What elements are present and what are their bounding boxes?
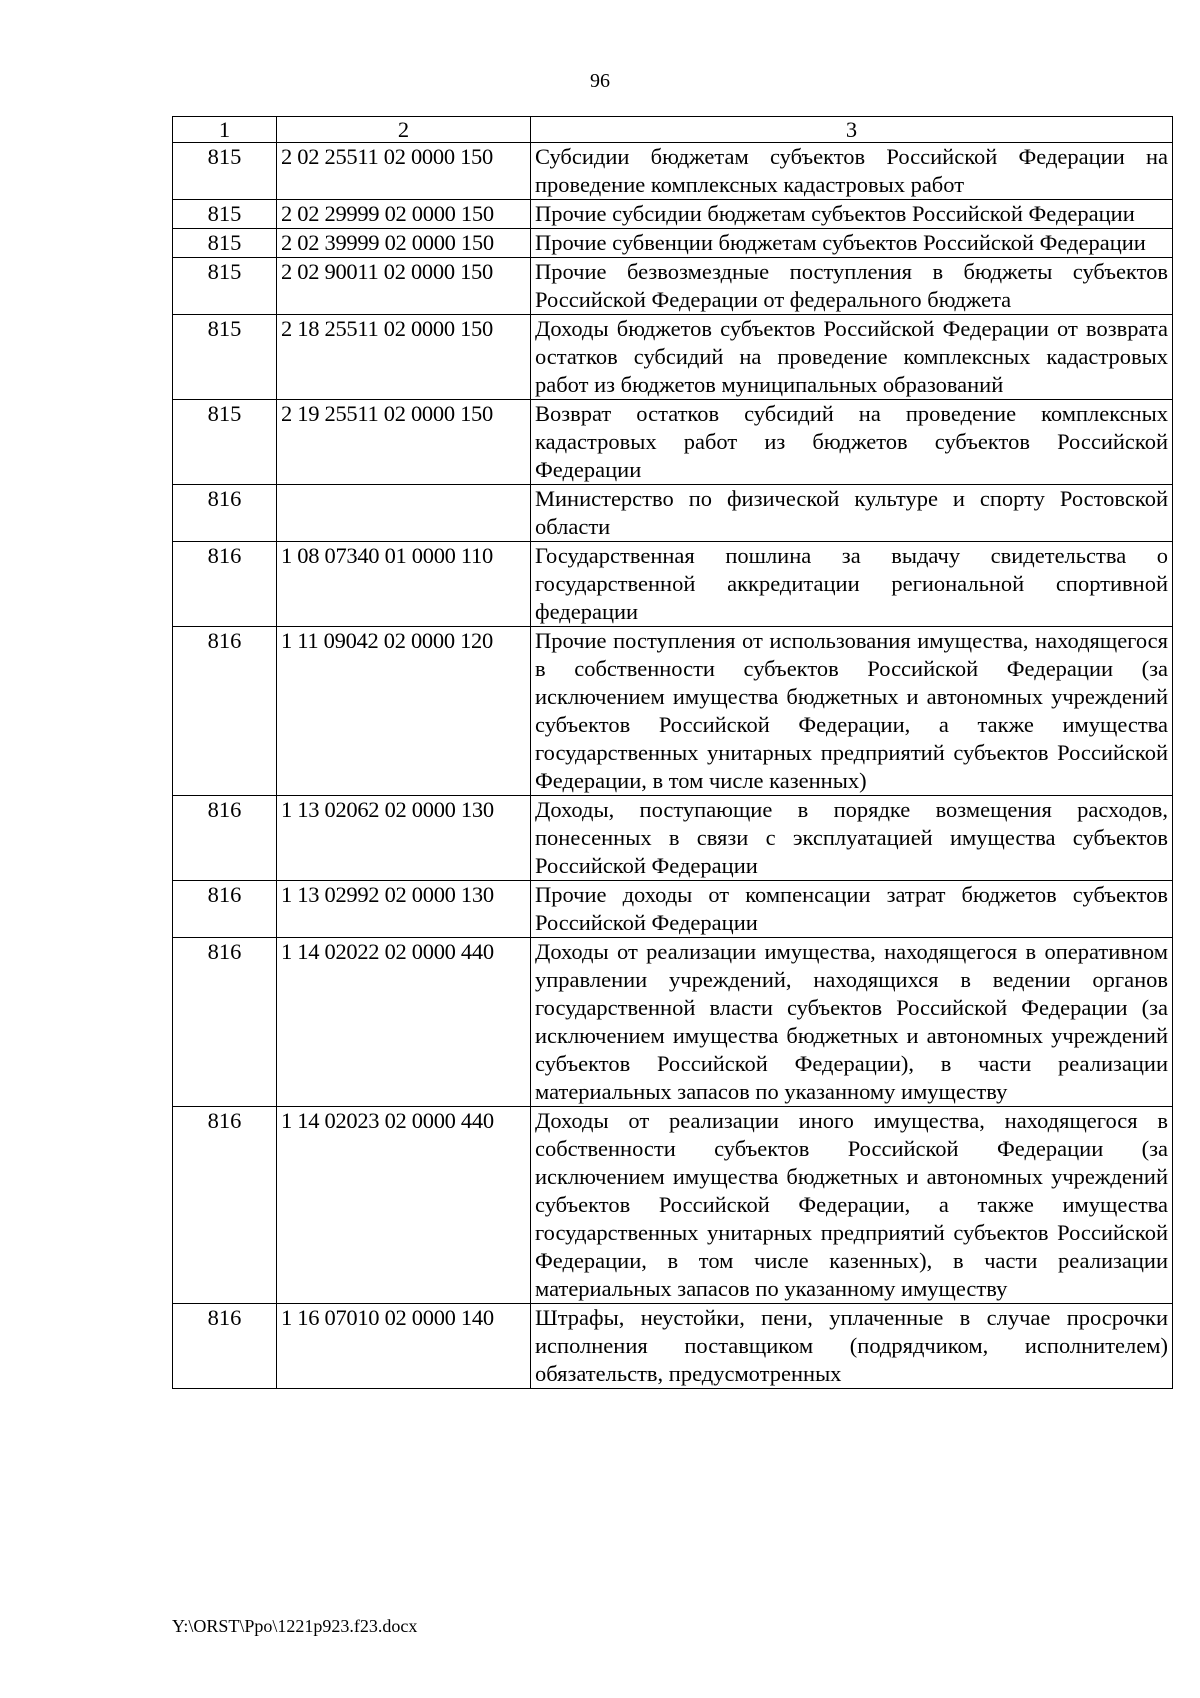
table-row	[173, 229, 1173, 258]
table-row	[173, 1304, 1173, 1389]
table-row	[173, 143, 1173, 200]
row-name-cell: Доходы бюджетов субъектов Российской Федерации от возврата остатков субсидий на проведение комплексных кадастровых работ из бюджетов муниципальных образований	[531, 315, 1173, 400]
row-kbk-cell: 1 16 07010 02 0000 140	[277, 1304, 531, 1389]
row-code-cell: 816	[173, 881, 277, 938]
row-name-cell: Прочие доходы от компенсации затрат бюджетов субъектов Российской Федерации	[531, 881, 1173, 938]
row-name-cell: Субсидии бюджетам субъектов Российской Федерации на проведение комплексных кадастровых работ	[531, 143, 1173, 200]
table-body	[173, 117, 1173, 1389]
header-col-2: 2	[277, 117, 531, 143]
file-path-footer: Y:\ORST\Ppo\1221p923.f23.docx	[172, 1616, 418, 1636]
row-kbk-cell: 1 08 07340 01 0000 110	[277, 542, 531, 627]
table-row	[173, 796, 1173, 881]
table-row	[173, 542, 1173, 627]
table-row	[173, 258, 1173, 315]
row-name-cell: Прочие субсидии бюджетам субъектов Российской Федерации	[531, 200, 1173, 229]
row-kbk-cell: 2 02 29999 02 0000 150	[277, 200, 531, 229]
row-code-cell: 816	[173, 796, 277, 881]
row-code-cell: 816	[173, 627, 277, 796]
row-code-cell: 816	[173, 542, 277, 627]
table-row	[173, 200, 1173, 229]
table-header-row	[173, 117, 1173, 143]
row-code-cell: 815	[173, 258, 277, 315]
row-name-cell: Штрафы, неустойки, пени, уплаченные в случае просрочки исполнения поставщиком (подрядчиком, исполнителем) обязательств, предусмотренных	[531, 1304, 1173, 1389]
table-row	[173, 315, 1173, 400]
table-row	[173, 938, 1173, 1107]
row-code-cell: 815	[173, 315, 277, 400]
row-kbk-cell: 2 18 25511 02 0000 150	[277, 315, 531, 400]
row-name-cell: Доходы, поступающие в порядке возмещения расходов, понесенных в связи с эксплуатацией имущества субъектов Российской Федерации	[531, 796, 1173, 881]
row-kbk-cell: 2 19 25511 02 0000 150	[277, 400, 531, 485]
row-kbk-cell: 1 14 02022 02 0000 440	[277, 938, 531, 1107]
row-name-cell: Возврат остатков субсидий на проведение комплексных кадастровых работ из бюджетов субъектов Российской Федерации	[531, 400, 1173, 485]
row-name-cell: Доходы от реализации имущества, находящегося в оперативном управлении учреждений, находящихся в ведении органов государственной власти субъектов Российской Федерации (за исключением имущества бюджетных и автономных учреждений субъектов Российской Федерации), в части реализации материальных запасов по указанному имуществу	[531, 938, 1173, 1107]
row-name-cell: Прочие субвенции бюджетам субъектов Российской Федерации	[531, 229, 1173, 258]
row-kbk-cell: 2 02 90011 02 0000 150	[277, 258, 531, 315]
row-name-cell: Прочие поступления от использования имущества, находящегося в собственности субъектов Российской Федерации (за исключением имущества бюджетных и автономных учреждений субъектов Российской Федерации, а также имущества государственных унитарных предприятий субъектов Российской Федерации, в том числе казенных)	[531, 627, 1173, 796]
table-row	[173, 1107, 1173, 1304]
header-col-3: 3	[531, 117, 1173, 143]
row-code-cell: 815	[173, 200, 277, 229]
row-kbk-cell: 1 13 02062 02 0000 130	[277, 796, 531, 881]
row-code-cell: 816	[173, 485, 277, 542]
row-kbk-cell: 1 14 02023 02 0000 440	[277, 1107, 531, 1304]
row-kbk-cell: 1 13 02992 02 0000 130	[277, 881, 531, 938]
page-number: 96	[590, 70, 610, 92]
row-code-cell: 815	[173, 400, 277, 485]
row-name-cell: Государственная пошлина за выдачу свидетельства о государственной аккредитации региональной спортивной федерации	[531, 542, 1173, 627]
table-row	[173, 485, 1173, 542]
row-code-cell: 816	[173, 1304, 277, 1389]
table-row	[173, 627, 1173, 796]
header-col-1: 1	[173, 117, 277, 143]
table-row	[173, 881, 1173, 938]
row-kbk-cell: 2 02 39999 02 0000 150	[277, 229, 531, 258]
table-row	[173, 400, 1173, 485]
row-code-cell: 815	[173, 143, 277, 200]
row-name-cell: Министерство по физической культуре и спорту Ростовской области	[531, 485, 1173, 542]
row-name-cell: Доходы от реализации иного имущества, находящегося в собственности субъектов Российской Федерации (за исключением имущества бюджетных и автономных учреждений субъектов Российской Федерации, а также имущества государственных унитарных предприятий субъектов Российской Федерации, в том числе казенных), в части реализации материальных запасов по указанному имуществу	[531, 1107, 1173, 1304]
row-code-cell: 816	[173, 938, 277, 1107]
budget-codes-table	[172, 116, 1173, 1389]
row-code-cell: 816	[173, 1107, 277, 1304]
row-kbk-cell	[277, 485, 531, 542]
row-kbk-cell: 1 11 09042 02 0000 120	[277, 627, 531, 796]
row-code-cell: 815	[173, 229, 277, 258]
row-kbk-cell: 2 02 25511 02 0000 150	[277, 143, 531, 200]
row-name-cell: Прочие безвозмездные поступления в бюджеты субъектов Российской Федерации от федерального бюджета	[531, 258, 1173, 315]
